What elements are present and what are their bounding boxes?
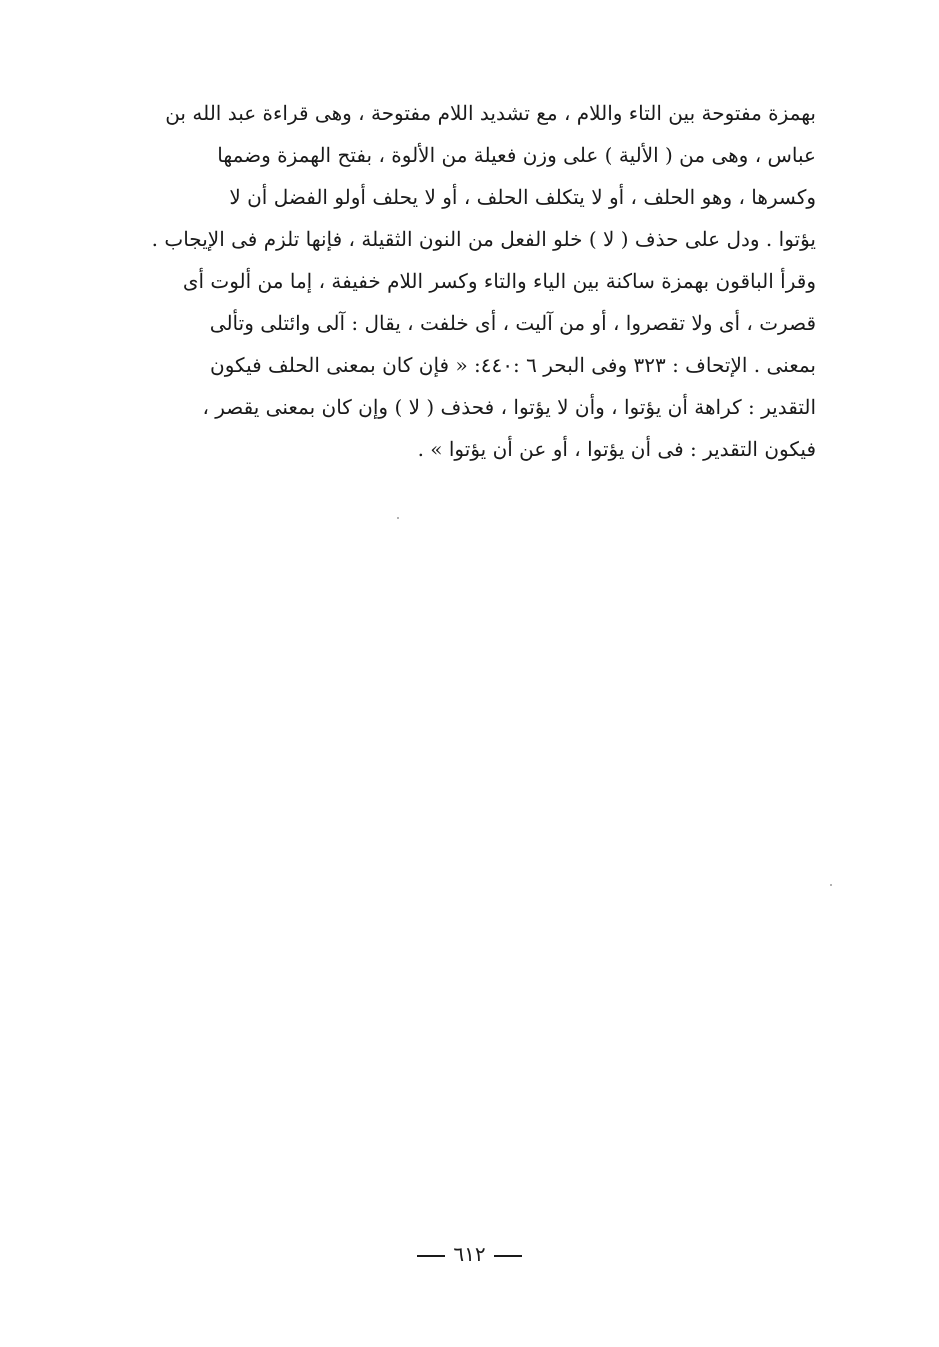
text-line: بمعنى . الإتحاف : ٣٢٣ وفى البحر ٦ :٤٤٠: « فإن كان بمعنى الحلف فيكون (210, 353, 816, 377)
text-line: بهمزة مفتوحة بين التاء واللام ، مع تشديد اللام مفتوحة ، وهى قراءة عبد الله بن (165, 101, 816, 125)
page-number-dash-left (417, 1255, 445, 1257)
text-line: وكسرها ، وهو الحلف ، أو لا يتكلف الحلف ، أو لا يحلف أولو الفضل أن لا (229, 185, 816, 209)
text-line: قصرت ، أى ولا تقصروا ، أو من آليت ، أى خلفت ، يقال : آلى وائتلى وتألى (209, 311, 816, 335)
text-line: يؤتوا . ودل على حذف ( لا ) خلو الفعل من النون الثقيلة ، فإنها تلزم فى الإيجاب . (151, 227, 816, 251)
footnote-text-block (96, 92, 816, 470)
text-line: عباس ، وهى من ( الألية ) على وزن فعيلة من الألوة ، بفتح الهمزة وضمها (217, 143, 816, 167)
scan-speck (830, 884, 832, 886)
page-number-footer (0, 1242, 939, 1266)
page-number-dash-right (494, 1255, 522, 1257)
scan-speck (397, 517, 399, 519)
text-line: وقرأ الباقون بهمزة ساكنة بين الياء والتاء وكسر اللام خفيفة ، إما من ألوت أى (182, 269, 816, 293)
page-number: ٦١٢ (453, 1242, 486, 1266)
text-line: التقدير : كراهة أن يؤتوا ، وأن لا يؤتوا ، فحذف ( لا ) وإن كان بمعنى يقصر ، (202, 395, 816, 419)
text-line: فيكون التقدير : فى أن يؤتوا ، أو عن أن يؤتوا » . (417, 437, 816, 461)
